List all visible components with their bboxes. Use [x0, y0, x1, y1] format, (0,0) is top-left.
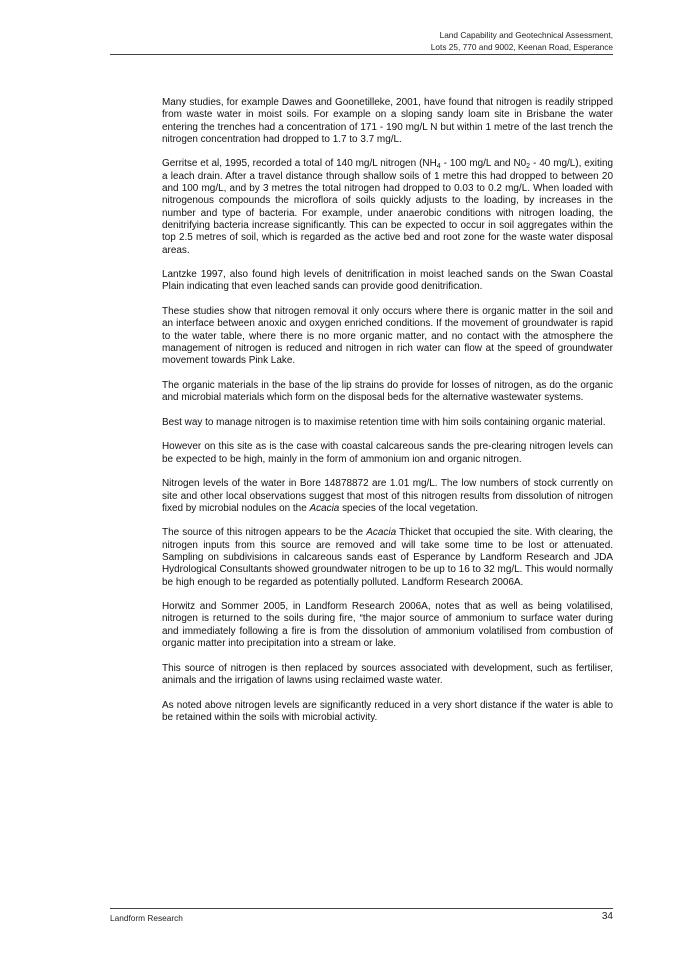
- page-number: 34: [601, 911, 613, 922]
- species-name: Acacia: [309, 502, 340, 514]
- species-name: Acacia: [366, 527, 397, 539]
- paragraph-5: The organic materials in the base of the lip strains do provide for losses of nitrogen, as do the organic and microbial materials which form on the disposal beds for the alternative wastewater systems.: [162, 379, 613, 404]
- document-body: [162, 97, 613, 736]
- paragraph-12: As noted above nitrogen levels are significantly reduced in a very short distance if the water is able to be retained within the soils with microbial activity.: [162, 699, 613, 723]
- paragraph-8: Nitrogen levels of the water in Bore 14878872 are 1.01 mg/L. The low numbers of stock currently on site and other local observations suggest that most of this nitrogen results from dissolution of nitrogen fixed by microbial nodules on the Acacia species of the local vegetation.: [162, 478, 613, 514]
- subscript: 2: [526, 163, 531, 171]
- header-line-1: Land Capability and Geotechnical Assessment,: [439, 30, 613, 40]
- footer-rule: [110, 908, 613, 909]
- paragraph-2: Gerritse et al, 1995, recorded a total of 140 mg/L nitrogen ($NH_4 - 100$ mg/L and $N0_2 - 40$ mg/L), exiting a leach drain. After a travel distance through shallow soils of 1 metre this had dropped to between 20 and 100 mg/L, and by 3 metres the total nitrogen had dropped to 0.03 to 0.2 mg/L. When loaded with nitrogenous compounds the microflora of soils quickly adjusts to the loading, by increases in the number and type of bacteria. For example, under anaerobic conditions with nitrogen loading, the denitrifying bacteria increase significantly. This can be expected to occur in soil aggregates within the top 2.5 metres of soil, which is regarded as the active bed and root zone for the waste water disposal areas.: [162, 158, 613, 256]
- paragraph-1: Many studies, for example Dawes and Goonetilleke, 2001, have found that nitrogen is readily stripped from waste water in moist soils. For example on a sloping sandy loam site in Brisbane the water entering the trenches had a concentration of 171 - 190 mg/L N but within 1 metre of the last trench the nitrogen concentration had dropped to 1.7 to 3.7 mg/L.: [162, 97, 613, 145]
- subscript: 4: [436, 163, 441, 171]
- footer-organisation: Landform Research: [110, 913, 183, 923]
- header-rule: [110, 54, 613, 55]
- paragraph-11: This source of nitrogen is then replaced by sources associated with development, such as fertiliser, animals and the irrigation of lawns using reclaimed waste water.: [162, 662, 613, 686]
- paragraph-10: Horwitz and Sommer 2005, in Landform Research 2006A, notes that as well as being volatilised, nitrogen is returned to the soils during fire, “the major source of ammonium to surface water during and immediately following a fire is from the dissolution of ammonium volatilised from combustion of organic matter into precipitation into a stream or lake.: [162, 601, 613, 650]
- paragraph-6: Best way to manage nitrogen is to maximise retention time with him soils containing organic material.: [162, 416, 606, 428]
- paragraph-3: Lantzke 1997, also found high levels of denitrification in moist leached sands on the Swan Coastal Plain indicating that even leached sands can provide good denitrification.: [162, 269, 613, 293]
- paragraph-9: The source of this nitrogen appears to be the Acacia Thicket that occupied the site. With clearing, the nitrogen inputs from this source are removed and will take some time to be lost or attenuated. Sampling on subdivisions in calcareous sands east of Esperance by Landform Research and JDA Hydrological Consultants showed groundwater nitrogen to be up to 16 to 32 mg/L. This would normally be high enough to be regarded as potentially polluted. Landform Research 2006A.: [162, 527, 613, 588]
- paragraph-4: These studies show that nitrogen removal it only occurs where there is organic matter in the soil and an interface between anoxic and oxygen enriched conditions. If the movement of groundwater is rapid to the water table, where there is no more organic matter, and no contact with the atmosphere the management of nitrogen is reduced and nitrogen in rich water can flow at the speed of groundwater movement towards Pink Lake.: [162, 306, 613, 367]
- header-line-2: Lots 25, 770 and 9002, Keenan Road, Esperance: [430, 41, 613, 52]
- running-header: [193, 30, 613, 53]
- paragraph-7: However on this site as is the case with coastal calcareous sands the pre-clearing nitrogen levels can be expected to be high, mainly in the form of ammonium ion and organic nitrogen.: [162, 441, 613, 465]
